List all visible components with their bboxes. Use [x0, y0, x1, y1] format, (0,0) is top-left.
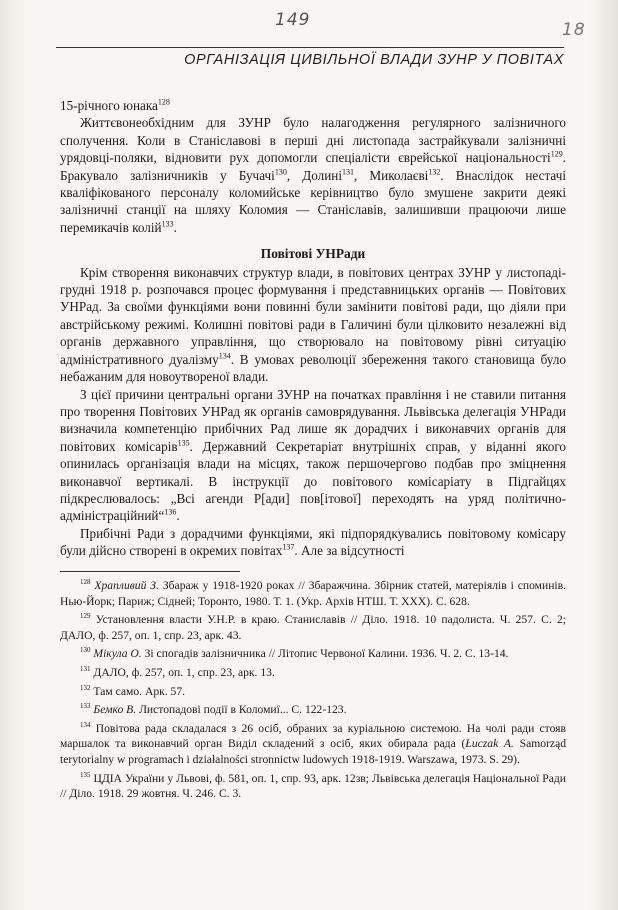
footnote-ref: 130 — [274, 167, 287, 177]
footnote-ref: 129 — [550, 149, 563, 159]
footnote-134: $^{134}$ Повітова рада складалася з 26 осіб, обраних за куріальною системою. На чолі ради стояв маршалок та виконавчий орган Виділ складений з осіб, яких обирала рада (Łuczak A. Samorząd terytorialny w programach i działalności stronnictw ludowych 1918-1919. Warszawa, 1973. S. 29). — [60, 720, 567, 766]
footnote-ref: 128 — [157, 97, 170, 107]
paragraph-1: 15-річного юнака$^{128}$ — [60, 97, 170, 113]
footnote-separator — [60, 571, 240, 572]
handwritten-folio-number: 18 — [562, 20, 586, 40]
paragraph-4: З цієї причини центральні органи ЗУНР на початках правління і не ставили питання про творення Повітових УНРад як органів самоврядування. Львівська делегація УНРади визначила компетенцію прибічних Рад лише як дорадчих і виконавчих органів для повітових комісарів$^{135}$. Державний Секретаріат внутрішніх справ, у віданні якого опинилась організація влади на місцях, також першочергово подбав про зміцнення виконавчої вертикалі. В інструкції до повітового комісаріату в Підгайцях підкреслювалось: „Всі агенди Р[ади] пов[ітової] переходять на уряд політично-адміністраційний“$^{136}$. — [60, 386, 566, 524]
footnote-130: $^{130}$ Мікула О. Зі спогадів залізничника // Літопис Червоної Калини. 1936. Ч. 2. С. 13-14. — [80, 646, 509, 661]
footnote-135: $^{135}$ ЦДІА України у Львові, ф. 581, оп. 1, спр. 93, арк. 12зв; Львівська делегація Національної Ради // Діло. 1918. 29 жовтня. Ч. 246. С. 3. — [60, 770, 567, 801]
footnote-131: $^{131}$ ДАЛО, ф. 257, оп. 1, спр. 23, арк. 13. — [80, 665, 275, 679]
footnote-129: $^{129}$ Установлення власти У.Н.Р. в краю. Станиславів // Діло. 1918. 10 падолиста. Ч. 257. С. 2; ДАЛО, ф. 257, оп. 1, спр. 23, арк. 43. — [60, 612, 567, 642]
paragraph-5: Прибічні Ради з дорадчими функціями, які підпорядкувались повітовому комісару були дійсно створені в окремих повітах$^{137}$. Але за відсутності — [60, 525, 566, 559]
footnote-ref: 132 — [428, 167, 441, 177]
footnote-133: $^{133}$ Бемко В. Листопадові події в Коломиї... С. 122-123. — [80, 702, 347, 717]
running-header: ОРГАНІЗАЦІЯ ЦИВІЛЬНОЇ ВЛАДИ ЗУНР У ПОВІТАХ — [184, 52, 564, 68]
footnote-ref: 135 — [177, 438, 190, 448]
footnote-ref: 137 — [282, 542, 295, 552]
footnote-ref: 134 — [218, 351, 231, 361]
footnotes — [60, 578, 566, 805]
footnote-ref: 131 — [342, 167, 355, 177]
footnote-ref: 136 — [164, 507, 177, 517]
section-heading: Повітові УНРади — [260, 246, 366, 262]
header-rule — [56, 47, 564, 48]
main-text — [60, 97, 566, 560]
footnote-ref: 133 — [161, 219, 174, 229]
paragraph-3: Крім створення виконавчих структур влади, в повітових центрах ЗУНР у листопаді-грудні 1918 р. розпочався процес формування і представницьких органів — Повітових УНРад. За своїми функціями вони повинні були замінити повітові ради, що діяли при австрійському режимі. Колишні повітові ради в Галичині були цілковито незалежні від органів державного управління, що створювало на повітовому рівні ситуацію адміністративного дуалізму$^{134}$. В умовах революції збереження такого становища було небажаним для новоутвореної влади. — [60, 264, 566, 385]
footnote-132: $^{132}$ Там само. Арк. 57. — [80, 683, 186, 698]
footnote-128: $^{128}$ Храпливий З. Збараж у 1918-1920 роках // Збаражчина. Збірник статей, матеріялів і споминів. Нью-Йорк; Париж; Сідней; Торонто, 1980. Т. 1. (Укр. Архів НТШ. Т. XXX). С. 628. — [60, 578, 566, 608]
paragraph-2: Життєвонеобхідним для ЗУНР було налагодження регулярного залізничного сполучення. Коли в Станіславові в перші дні листопада застрайкували залізничні урядовці-поляки, відновити рух допомогли спеціалісти єврейської національності$^{129}$. Бракувало залізничників у Бучачі$^{130}$, Долині$^{131}$, Миколаєві$^{132}$. Внаслідок нестачі кваліфікованого персоналу коломийське керівництво було змушене закрити деякі залізничні станції на шляху Коломия — Станіславів, залишивши працюючи лише перемикачів колій$^{133}$. — [60, 115, 566, 235]
handwritten-page-number: 149 — [275, 10, 311, 30]
